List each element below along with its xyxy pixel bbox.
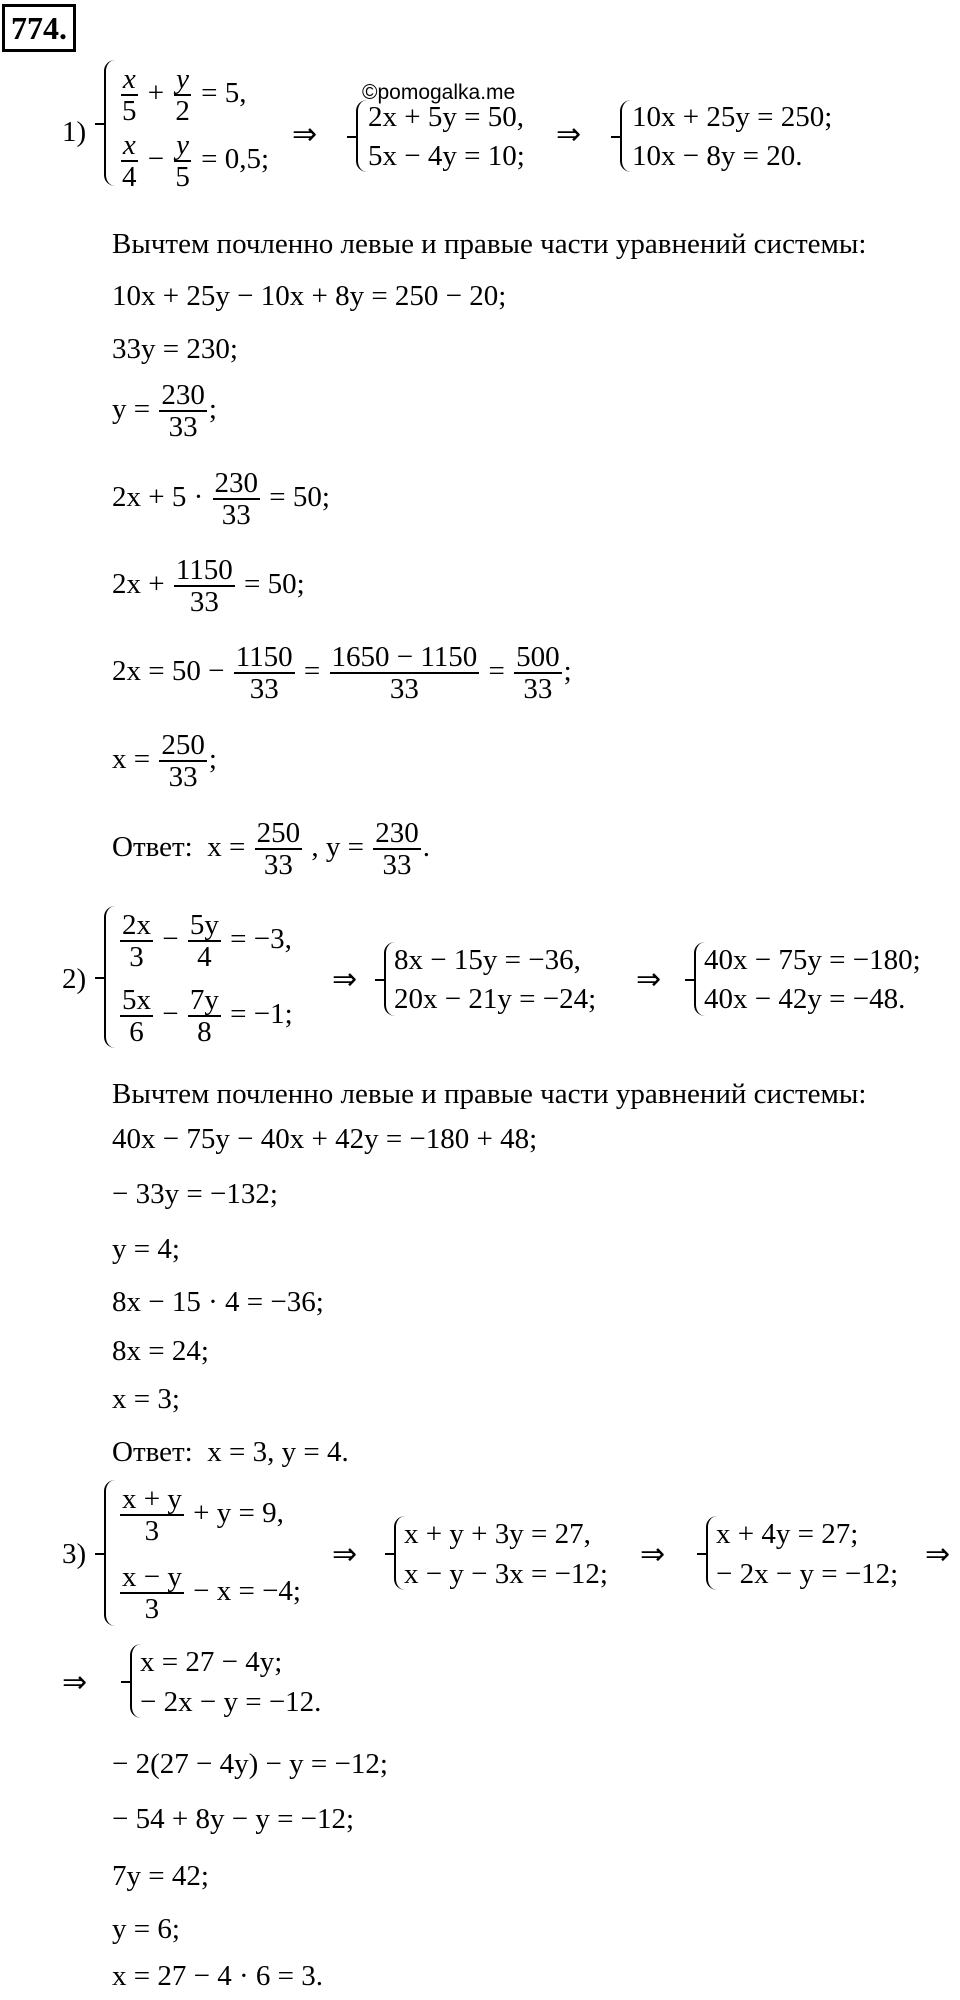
part3-label: 3) <box>62 1538 87 1570</box>
part1-step1: 10x + 25y − 10x + 8y = 250 − 20; <box>112 280 507 312</box>
part3-step4: y = 6; <box>112 1913 180 1945</box>
part3-system3-eq1: x + 4y = 27; <box>716 1518 859 1550</box>
part2-label: 2) <box>62 963 87 995</box>
part1-step4: 2x + 5 · $\frac{230}{33}$ = 50; <box>112 467 330 532</box>
implies-arrow: ⇒ <box>925 1537 951 1572</box>
part3-step2: − 54 + 8y − y = −12; <box>112 1803 355 1835</box>
part1-system1-eq1: $\frac{x}{5}$ + $\frac{y}{2}$ = 5, <box>122 63 247 128</box>
part1-step6: 2x = 50 − $\frac{1150}{33}$ = $\frac{1650 - 1150}{33}$ = $\frac{500}{33}$ ; <box>112 641 572 706</box>
part1-system3-eq2: 10x − 8y = 20. <box>632 140 803 172</box>
part2-system1-eq2: $\frac{5x}{6}$ − $\frac{7y}{8}$ = −1; <box>122 984 293 1049</box>
part3-system1-brace <box>104 1480 115 1626</box>
watermark: ©pomogalka.me <box>362 81 516 104</box>
part3-system4-eq1: x = 27 − 4y; <box>140 1646 283 1678</box>
part2-step6: x = 3; <box>112 1383 180 1415</box>
part3-system2-eq2: x − y − 3x = −12; <box>404 1558 608 1590</box>
part1-system1-brace <box>104 60 115 186</box>
part2-system3-eq2: 40x − 42y = −48. <box>704 983 906 1015</box>
implies-arrow: ⇒ <box>332 962 358 997</box>
implies-arrow: ⇒ <box>62 1665 88 1700</box>
part2-instruction: Вычтем почленно левые и правые части уравнений системы: <box>112 1078 867 1110</box>
part1-system3-eq1: 10x + 25y = 250; <box>632 101 833 133</box>
part3-step3: 7y = 42; <box>112 1860 209 1892</box>
implies-arrow: ⇒ <box>556 117 582 152</box>
problem-number: 774. <box>2 4 76 52</box>
part1-step5: 2x + $\frac{1150}{33}$ = 50; <box>112 554 305 619</box>
part3-system1-eq1: $\frac{x + y}{3}$ + y = 9, <box>122 1483 284 1548</box>
part3-step5: x = 27 − 4 · 6 = 3. <box>112 1960 323 1992</box>
part1-system2-eq1: 2x + 5y = 50, <box>368 101 524 133</box>
part1-system3-brace <box>620 100 631 172</box>
part2-step3: y = 4; <box>112 1233 180 1265</box>
part1-step7: x = $\frac{250}{33}$ ; <box>112 729 217 794</box>
part1-system2-eq2: 5x − 4y = 10; <box>368 140 525 172</box>
implies-arrow: ⇒ <box>332 1537 358 1572</box>
part2-system1-eq1: $\frac{2x}{3}$ − $\frac{5y}{4}$ = −3, <box>122 909 292 974</box>
part2-step2: − 33y = −132; <box>112 1178 278 1210</box>
part1-step3: y = $\frac{230}{33}$ ; <box>112 379 217 444</box>
part2-system2-eq2: 20x − 21y = −24; <box>394 983 597 1015</box>
part3-step1: − 2(27 − 4y) − y = −12; <box>112 1748 388 1780</box>
part3-system3-eq2: − 2x − y = −12; <box>716 1558 899 1590</box>
implies-arrow: ⇒ <box>640 1537 666 1572</box>
part1-answer: Ответ: x = $\frac{250}{33}$ , y = $\frac{230}{33}$ . <box>112 817 430 882</box>
part3-system4-eq2: − 2x − y = −12. <box>140 1686 322 1718</box>
part2-step5: 8x = 24; <box>112 1335 209 1367</box>
implies-arrow: ⇒ <box>636 962 662 997</box>
part1-system1-eq2: $\frac{x}{4}$ − $\frac{y}{5}$ = 0,5; <box>122 129 270 194</box>
part2-step4: 8x − 15 · 4 = −36; <box>112 1286 324 1318</box>
implies-arrow: ⇒ <box>292 117 318 152</box>
part1-system2-brace <box>356 100 367 172</box>
part1-step2: 33y = 230; <box>112 333 238 365</box>
part1-label: 1) <box>62 116 87 148</box>
part1-instruction: Вычтем почленно левые и правые части уравнений системы: <box>112 228 867 260</box>
part2-answer: Ответ: x = 3, y = 4. <box>112 1436 349 1468</box>
part3-system1-eq2: $\frac{x - y}{3}$ − x = −4; <box>122 1561 301 1626</box>
part3-system2-eq1: x + y + 3y = 27, <box>404 1518 591 1550</box>
part2-system2-eq1: 8x − 15y = −36, <box>394 944 581 976</box>
part2-system1-brace <box>104 906 115 1048</box>
part2-step1: 40x − 75y − 40x + 42y = −180 + 48; <box>112 1123 538 1155</box>
part2-system3-eq1: 40x − 75y = −180; <box>704 944 921 976</box>
